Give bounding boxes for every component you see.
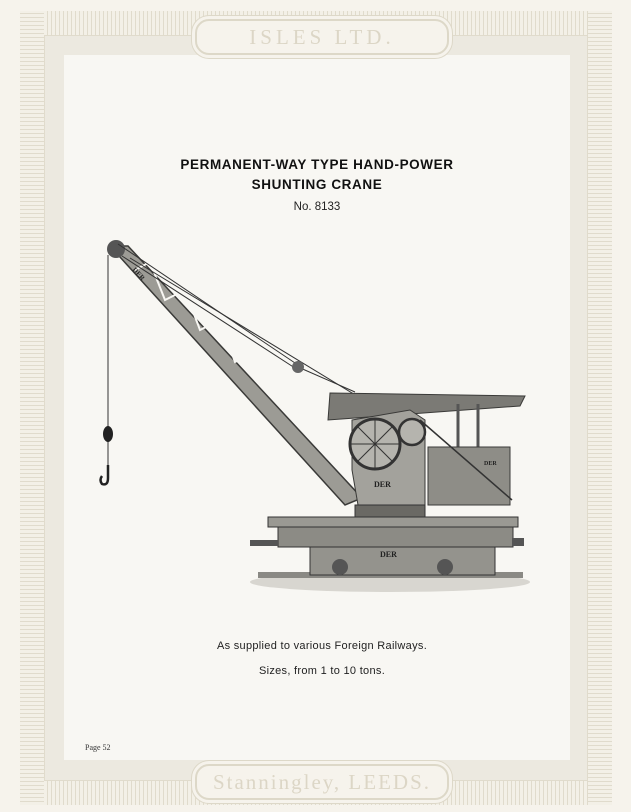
wheel [437, 559, 453, 575]
counterweight-box [428, 447, 510, 505]
wagon-deck [268, 517, 518, 527]
box-marking: DER [484, 461, 497, 467]
title-line-1: PERMANENT-WAY TYPE HAND-POWER [180, 157, 454, 172]
caption-supplied: As supplied to various Foreign Railways. [216, 640, 428, 652]
hook-block [103, 426, 113, 442]
buffer-left [250, 540, 278, 546]
hook-icon [101, 465, 109, 484]
underframe-marking: DER [380, 550, 397, 559]
housing-marking: DER [374, 480, 391, 489]
buffer-right [512, 538, 524, 546]
caption-sizes: Sizes, from 1 to 10 tons. [258, 665, 386, 677]
wagon-frame [278, 527, 513, 547]
wheel [332, 559, 348, 575]
company-name: ISLES LTD. [249, 24, 395, 49]
pinion-gear [399, 419, 425, 445]
title-line-2: SHUNTING CRANE [251, 177, 383, 192]
rope-pulley [292, 361, 304, 373]
main-gear-wheel [350, 419, 400, 469]
jib-pulley [107, 240, 125, 258]
catalogue-number: No. 8133 [293, 201, 341, 213]
roof [328, 393, 525, 420]
jib-marking: DER [130, 265, 147, 283]
location: Stanningley, LEEDS. [212, 769, 432, 794]
page-number: Page 52 [85, 743, 111, 752]
